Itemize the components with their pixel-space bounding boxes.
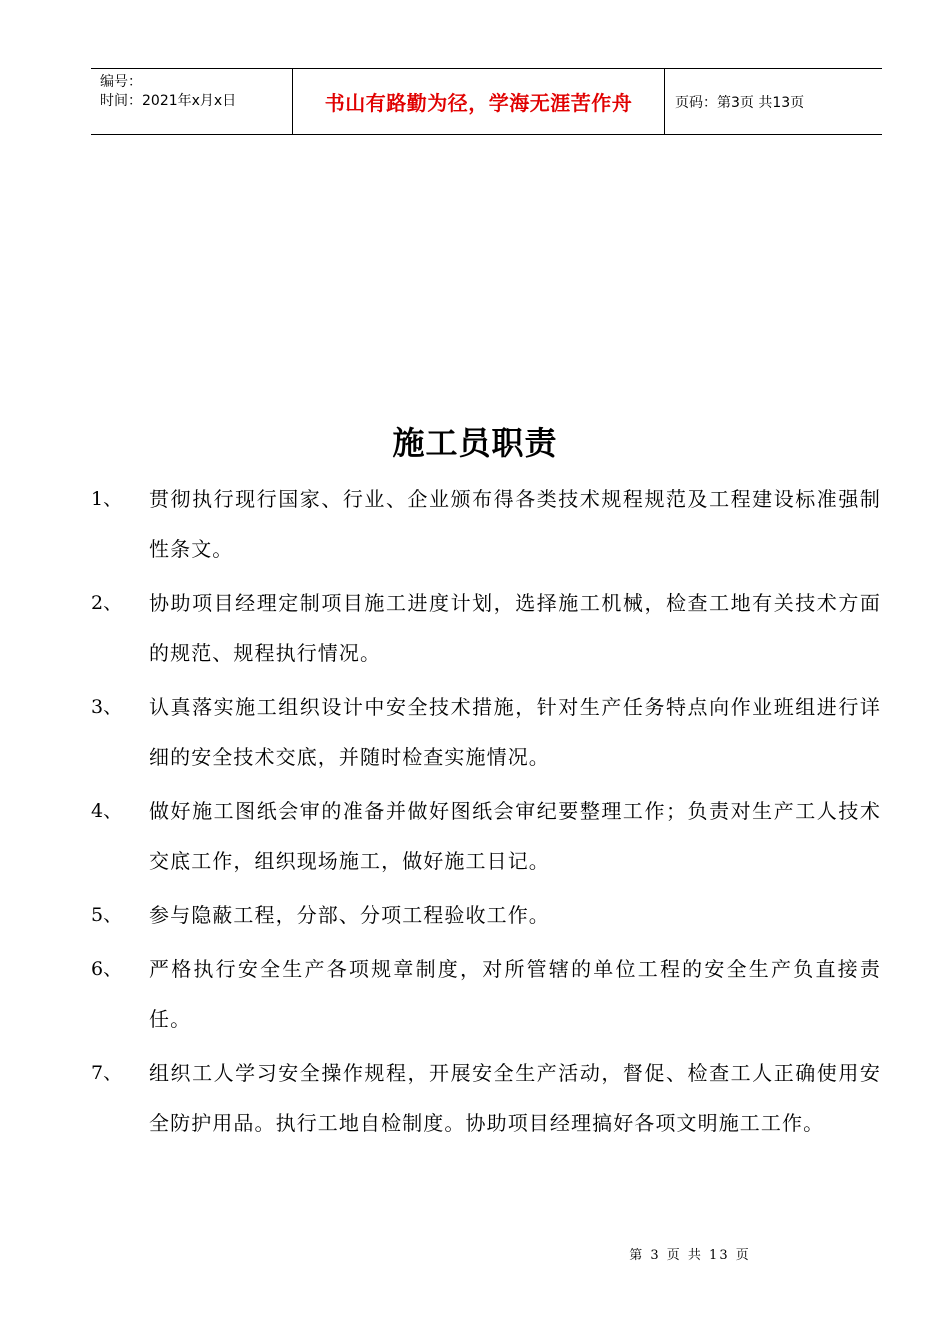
item-number: 2、	[91, 592, 123, 614]
list-item	[91, 578, 881, 678]
item-text: 贯彻执行现行国家、行业、企业颁布得各类技术规程规范及工程建设标准强制性条文。	[149, 487, 881, 561]
list-item	[91, 474, 881, 574]
list-item	[91, 944, 881, 1044]
item-number: 7、	[91, 1062, 123, 1084]
header-motto: 书山有路勤为径，学海无涯苦作舟	[293, 69, 665, 134]
item-text: 严格执行安全生产各项规章制度，对所管辖的单位工程的安全生产负直接责任。	[149, 957, 881, 1031]
time-label: 时间：2021年x月x日	[100, 93, 237, 109]
list-item	[91, 682, 881, 782]
item-number: 1、	[91, 488, 123, 510]
duty-list	[91, 474, 881, 1152]
item-text: 组织工人学习安全操作规程，开展安全生产活动，督促、检查工人正确使用安全防护用品。执行工地自检制度。协助项目经理搞好各项文明施工工作。	[149, 1061, 881, 1135]
document-title: 施工员职责	[392, 424, 558, 462]
item-text: 认真落实施工组织设计中安全技术措施，针对生产任务特点向作业班组进行详细的安全技术交底，并随时检查实施情况。	[149, 695, 881, 769]
list-item	[91, 1048, 881, 1148]
item-number: 5、	[91, 904, 123, 926]
header-meta	[91, 69, 293, 134]
serial-label: 编号：	[100, 74, 142, 90]
item-text: 做好施工图纸会审的准备并做好图纸会审纪要整理工作；负责对生产工人技术交底工作，组织现场施工，做好施工日记。	[149, 799, 881, 873]
item-number: 3、	[91, 696, 123, 718]
item-number: 4、	[91, 800, 123, 822]
item-number: 6、	[91, 958, 123, 980]
list-item	[91, 786, 881, 886]
list-item	[91, 890, 881, 940]
header-page-info: 页码：第3页 共13页	[675, 94, 805, 111]
item-text: 协助项目经理定制项目施工进度计划，选择施工机械，检查工地有关技术方面的规范、规程执行情况。	[149, 591, 881, 665]
item-text: 参与隐蔽工程，分部、分项工程验收工作。	[149, 903, 550, 927]
page-header	[91, 68, 882, 135]
page-footer: 第 3 页 共 13 页	[629, 1248, 751, 1263]
